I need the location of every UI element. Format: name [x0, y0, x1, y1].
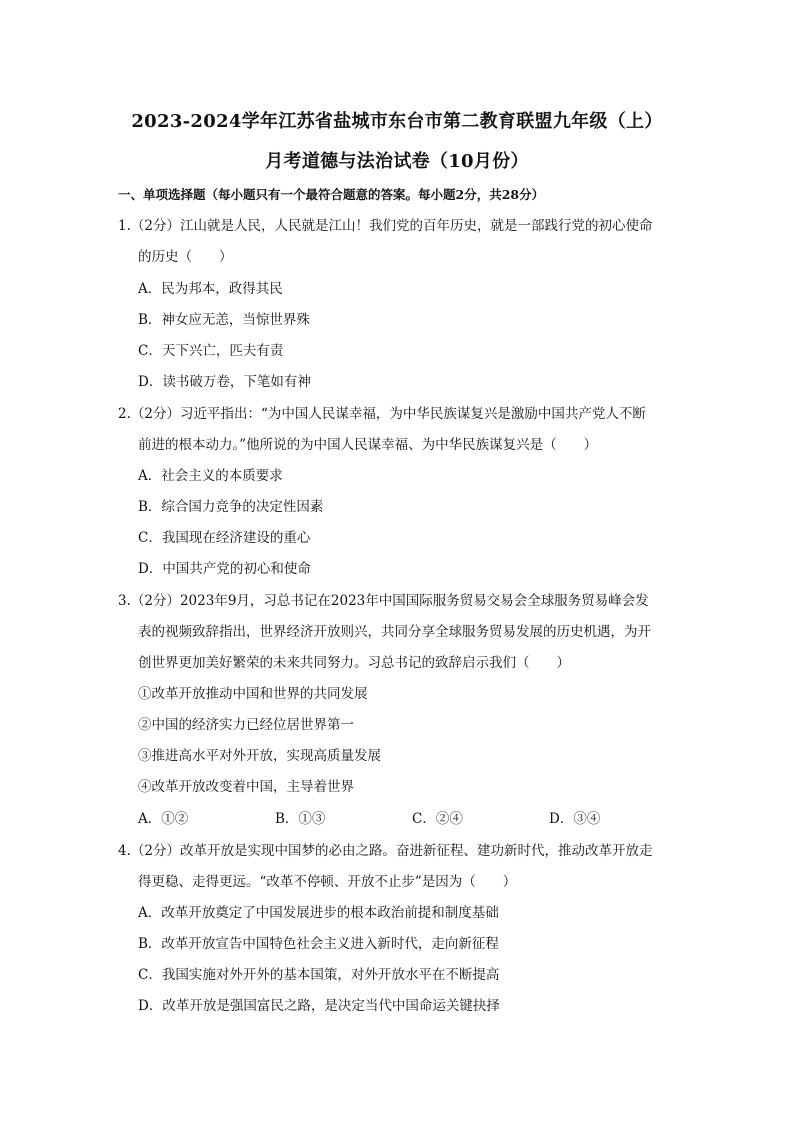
question-3-option-c[interactable]: C．②④	[412, 811, 463, 827]
question-2-option-d[interactable]: D．中国共产党的初心和使命	[138, 561, 311, 577]
question-3-statement-2: ②中国的经济实力已经位居世界第一	[138, 717, 354, 733]
question-1-option-b[interactable]: B．神女应无恙，当惊世界殊	[138, 312, 310, 328]
exam-title-line1: 2023-2024学年江苏省盐城市东台市第二教育联盟九年级（上）	[131, 111, 663, 132]
question-2-option-b[interactable]: B．综合国力竞争的决定性因素	[138, 499, 324, 515]
question-1-option-a[interactable]: A．民为邦本，政得其民	[138, 281, 283, 297]
question-3-statement-3: ③推进高水平对外开放，实现高质量发展	[138, 748, 381, 764]
question-1-option-c[interactable]: C．天下兴亡，匹夫有责	[138, 343, 284, 359]
question-4-option-a[interactable]: A．改革开放奠定了中国发展进步的根本政治前提和制度基础	[138, 905, 499, 921]
question-4-stem-line2: 得更稳、走得更远。“改革不停顿、开放不止步”是因为（ ）	[138, 874, 517, 890]
question-2-option-a[interactable]: A．社会主义的本质要求	[138, 468, 283, 484]
question-2-option-c[interactable]: C．我国现在经济建设的重心	[138, 530, 311, 546]
question-3-option-b[interactable]: B．①③	[275, 811, 326, 827]
question-1-stem-line2: 的历史（ ）	[138, 249, 233, 265]
question-4-option-b[interactable]: B．改革开放宣告中国特色社会主义进入新时代，走向新征程	[138, 936, 499, 952]
question-3-stem-line2: 表的视频致辞指出，世界经济开放则兴，共同分享全球服务贸易发展的历史机遇，为开	[138, 624, 651, 640]
question-1-option-d[interactable]: D．读书破万卷，下笔如有神	[138, 374, 311, 390]
question-3-stem-line1: 3.（2分）2023年9月，习总书记在2023年中国国际服务贸易交易会全球服务贸易峰会发	[118, 593, 649, 609]
question-3-statement-4: ④改革开放改变着中国，主导着世界	[138, 779, 354, 795]
question-2-stem-line2: 前进的根本动力。”他所说的为中国人民谋幸福、为中华民族谋复兴是（ ）	[138, 437, 598, 453]
question-3-options-row	[138, 809, 658, 829]
question-3-statement-1: ①改革开放推动中国和世界的共同发展	[138, 686, 368, 702]
question-3-stem-line3: 创世界更加美好繁荣的未来共同努力。习总书记的致辞启示我们（ ）	[138, 655, 570, 671]
section-heading: 一、单项选择题（每小题只有一个最符合题意的答案。每小题2分，共28分）	[118, 187, 545, 202]
question-4-option-c[interactable]: C．我国实施对外开外的基本国策，对外开放水平在不断提高	[138, 967, 500, 983]
question-1-stem-line1: 1.（2分）江山就是人民，人民就是江山！我们党的百年历史，就是一部践行党的初心使命	[118, 218, 653, 234]
question-4-stem-line1: 4.（2分）改革开放是实现中国梦的必由之路。奋进新征程、建功新时代，推动改革开放走	[118, 843, 653, 859]
question-4-option-d[interactable]: D．改革开放是强国富民之路，是决定当代中国命运关键抉择	[138, 998, 500, 1014]
exam-title-line2: 月考道德与法治试卷（10月份）	[265, 151, 529, 172]
question-3-option-a[interactable]: A．①②	[138, 811, 189, 827]
question-2-stem-line1: 2.（2分）习近平指出：“为中国人民谋幸福，为中华民族谋复兴是激励中国共产党人不断	[118, 406, 646, 422]
question-3-option-d[interactable]: D．③④	[549, 811, 601, 827]
